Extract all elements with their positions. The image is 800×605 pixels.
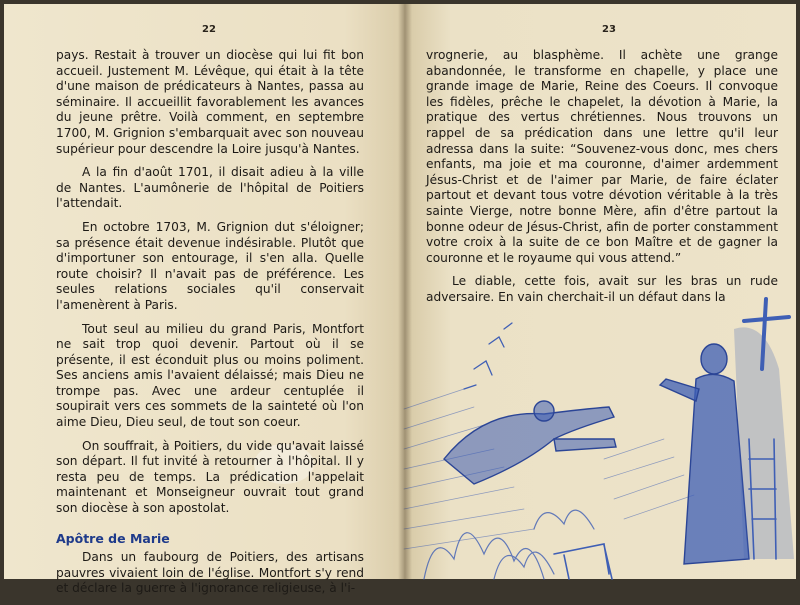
book-gutter (398, 4, 412, 579)
shadow-shape (734, 327, 794, 559)
paragraph: vrognerie, au blasphème. Il achète une grange abandonnée, le transforme en chapelle, y place une grande image de Marie, Reine des Coeurs. Il convoque les fidèles, prêche le chapelet, la dévotion à Marie, la pratique des vertus chrétiennes. Nous trouvons un rappel de sa prédication dans une lettre qu'il leur adressa dans la suite: “Souvenez-vous donc, mes chers enfants, ma joie et ma couronne, d'aimer ardemment Jésus-Christ et de l'aimer par Marie, de faire éclater partout et devant tous votre dévotion véritable à la très sainte Vierge, notre bonne Mère, afin d'être partout la bonne odeur de Jésus-Christ, afin de porter constamment votre croix à la suite de ce bon Maître et de gagner la couronne et le royaume qui vous attend.” (426, 48, 778, 265)
page-number: 22 (202, 24, 216, 35)
flying-debris (464, 323, 512, 389)
paragraph: Dans un faubourg de Poitiers, des artisans pauvres vivaient loin de l'église. Montfort s'y rend et déclare la guerre à l'ignorance religieuse, à l'i- (56, 550, 364, 596)
paragraph: Le diable, cette fois, avait sur les bras un rude adversaire. En vain cherchait-il un défaut dans la (426, 274, 778, 304)
stool (554, 544, 612, 579)
paragraph: pays. Restait à trouver un diocèse qui lui fit bon accueil. Justement M. Lévêque, qui était à la tête d'une maison de prédicateurs à Nantes, passa au séminaire. Il accueillit favorablement les avances du jeune prêtre. Voilà comment, en septembre 1700, M. Grignion s'embarquait avec son nouveau supérieur pour descendre la Loire jusqu'à Nantes. (56, 48, 364, 156)
paragraph: On souffrait, à Poitiers, du vide qu'avait laissé son départ. Il fut invité à retourner à l'hôpital. Il y resta peu de temps. La prédication l'appelait maintenant et Monseigneur ouvrait tout grand son diocèse à son apostolat. (56, 438, 364, 516)
section-heading: Apôtre de Marie (56, 530, 170, 546)
flames (424, 510, 594, 579)
priest-figure (660, 344, 749, 564)
right-page (404, 4, 796, 579)
left-page-text (56, 48, 364, 605)
left-page (4, 4, 404, 596)
paragraph: A la fin d'août 1701, il disait adieu à la ville de Nantes. L'aumônerie de l'hôpital de Poitiers l'attendait. (56, 165, 364, 211)
paragraph: En octobre 1703, M. Grignion dut s'éloigner; sa présence était devenue indésirable. Plutôt que d'importuner son entourage, il s'en alla. Quelle route choisir? Il n'avait pas de préférence. Les seules relations sociales qu'il conservait l'amenèrent à Paris. (56, 219, 364, 312)
right-page-text (426, 48, 778, 314)
devil-figure (444, 401, 616, 484)
illustration-devil-and-priest (404, 289, 796, 579)
page-number: 23 (602, 24, 616, 35)
paragraph: Tout seul au milieu du grand Paris, Montfort ne sait trop quoi devenir. Partout où il se présente, il est éconduit plus ou moins poliment. Ses anciens amis l'avaient délaissé; mais Dieu ne trompe pas. Avec une ardeur centuplée il soupirait vers ces sommets de la sainteté où l'on aime Dieu, Dieu seul, de tout son coeur. (56, 321, 364, 430)
